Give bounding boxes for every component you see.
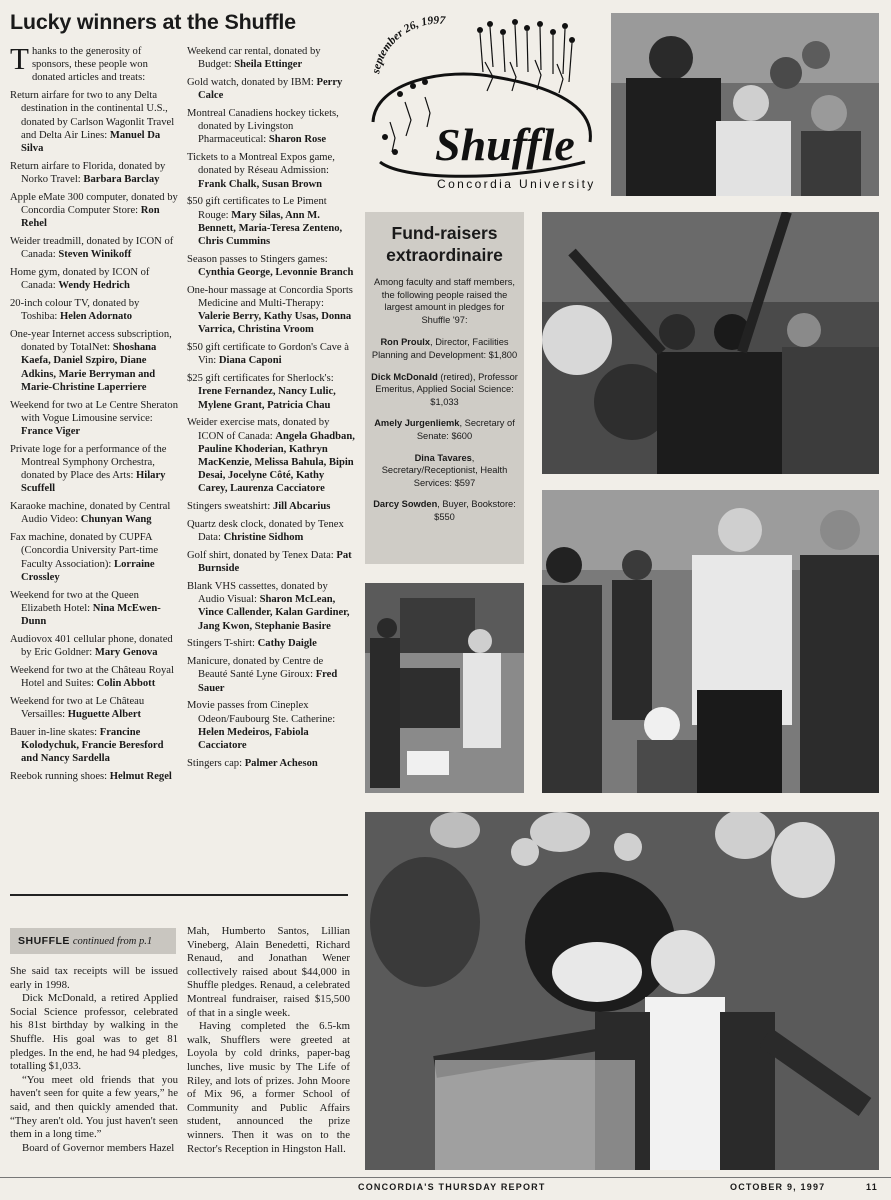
winners-column-2: [187, 45, 355, 775]
prize-winners: Sheila Ettinger: [234, 59, 303, 71]
prize-winners: Lorraine Crossley: [21, 558, 155, 583]
prize-entry: [187, 655, 355, 695]
prize-winners: Huguette Albert: [67, 709, 142, 721]
prize-winners: Palmer Acheson: [244, 757, 318, 769]
story-paragraph: Board of Governor members Hazel: [22, 1141, 175, 1154]
fundraiser-name: Amely Jurgenliemk: [374, 418, 460, 429]
fundraiser-entry: [371, 498, 518, 523]
prize-entry: [187, 518, 355, 544]
prize-entry: [10, 191, 178, 231]
sidebar-title: Fund-raisers extraordinaire: [386, 223, 503, 265]
logo-university: Concordia University: [437, 177, 596, 191]
prize-winners: Nina McEwen-Dunn: [21, 602, 161, 628]
section-divider: [10, 894, 348, 896]
winners-intro: [10, 41, 178, 85]
photo-prize-table: [365, 583, 524, 793]
prize-description: Return airfare for two to any Delta destination in the continental U.S., donated by Carlson Wagonlit Travel and Delta Air Lines:: [10, 90, 175, 141]
prize-description: Bauer in-line skates:: [10, 726, 98, 738]
fundraiser-name: Darcy Sowden: [373, 499, 438, 510]
prize-entry: [187, 253, 355, 279]
prize-winners: Mary Genova: [94, 647, 158, 659]
prize-entry: [10, 89, 178, 155]
story-paragraph: She said tax receipts will be issued early in 1998.: [10, 965, 178, 991]
story-column-1: [10, 965, 178, 1155]
winners-column-1: [10, 41, 178, 788]
prize-entry: [10, 770, 178, 783]
prize-winners: Steven Winikoff: [58, 249, 132, 261]
prize-description: Return airfare to Florida, donated by Norko Travel:: [10, 160, 166, 186]
prize-entry: [10, 531, 178, 584]
prize-winners: Colin Abbott: [96, 678, 156, 690]
prize-entry: [10, 726, 178, 766]
prize-description: One-year Internet access subscription, donated by TotalNet:: [10, 329, 172, 354]
prize-winners: Frank Chalk, Susan Brown: [198, 178, 323, 190]
prize-winners: Angela Ghadban, Pauline Khoderian, Kathryn MacKenzie, Melissa Bahula, Bipin Desai, Jocelyne Côté, Kathy Carey, Laurenza Cacciatore: [198, 430, 355, 495]
story-paragraph: Dick McDonald, a retired Applied Social Science professor, celebrated his 81st birthday by walking in the Shuffle. His goal was to get 81 pledges. In the end, he had 94 pledges, totalling $1,033.: [10, 992, 178, 1073]
prize-winners: Helmut Regel: [109, 771, 172, 783]
prize-entry: [10, 664, 178, 690]
photo-announcers: [611, 13, 879, 196]
story-paragraph: “You meet old friends that you haven't seen for quite a few years,” he said, and then quickly amended that. “They aren't old. You just haven't seen them in a long time.”: [10, 1073, 178, 1141]
page-title: Lucky winners at the Shuffle: [10, 10, 296, 34]
prize-description: Movie passes from Cineplex Odeon/Faubourg Ste. Catherine:: [187, 700, 336, 725]
prize-entry: [187, 757, 355, 770]
fundraiser-detail: , Secretary of Senate: $600: [416, 418, 515, 441]
prize-description: Weekend for two at the Château Royal Hotel and Suites:: [10, 664, 174, 690]
sidebar-list: [365, 336, 524, 523]
prize-description: $50 gift certificates to Le Piment Rouge:: [187, 196, 327, 221]
prize-winners: Cathy Daigle: [257, 638, 317, 650]
prize-description: Stingers cap:: [187, 757, 243, 769]
prize-winners: Sharon Rose: [268, 134, 327, 146]
winners-list-2: [187, 45, 355, 770]
prize-winners: France Viger: [21, 426, 81, 438]
prize-entry: [10, 297, 178, 323]
fundraiser-entry: [371, 417, 518, 442]
prize-entry: [10, 399, 178, 439]
prize-description: Golf shirt, donated by Tenex Data:: [187, 550, 334, 562]
shuffle-logo: [365, 12, 605, 197]
prize-description: Quartz desk clock, donated by Tenex Data:: [187, 519, 344, 544]
logo-wordmark: Shuffle: [435, 119, 575, 170]
prize-entry: [187, 580, 355, 633]
drop-cap: T: [10, 41, 29, 76]
continuation-box: [10, 928, 176, 954]
prize-description: Stingers sweatshirt:: [187, 501, 271, 513]
prize-description: Montreal Canadiens hockey tickets, donated by Livingston Pharmaceutical:: [187, 108, 339, 146]
prize-entry: [10, 633, 178, 659]
prize-winners: Ron Rehel: [21, 205, 160, 230]
fundraiser-name: Dina Tavares: [414, 452, 472, 463]
prize-entry: [187, 76, 355, 102]
prize-entry: [187, 284, 355, 337]
fundraiser-name: Ron Proulx: [380, 337, 431, 348]
prize-winners: Francine Kolodychuk, Francie Beresford and Nancy Sardella: [21, 726, 164, 765]
prize-description: Home gym, donated by ICON of Canada:: [10, 267, 150, 292]
prize-winners: Jill Abcarius: [272, 501, 331, 513]
prize-entry: [187, 45, 355, 71]
footer-page-number: 11: [866, 1182, 878, 1192]
prize-description: Weekend for two at the Queen Elizabeth Hotel:: [10, 589, 139, 614]
winners-list-1: [10, 89, 178, 783]
winners-intro-text: hanks to the generosity of sponsors, these people won donated articles and treats:: [31, 46, 148, 84]
prize-winners: Perry Calce: [198, 77, 343, 102]
prize-winners: Mary Silas, Ann M. Bennett, Maria-Teresa Zenteno, Chris Cummins: [198, 209, 343, 248]
prize-description: Season passes to Stingers games:: [187, 253, 328, 265]
prize-description: $25 gift certificates for Sherlock's:: [187, 373, 334, 385]
prize-winners: Irene Fernandez, Nancy Lulic, Mylene Grant, Patricia Chau: [198, 386, 336, 411]
prize-description: Fax machine, donated by CUPFA (Concordia University Part-time Faculty Association):: [10, 532, 159, 570]
footer-rule: [0, 1177, 891, 1178]
prize-entry: [10, 589, 178, 629]
prize-entry: [187, 372, 355, 412]
prize-entry: [10, 235, 178, 261]
logo-date: september 26, 1997: [370, 14, 446, 75]
continuation-from: continued from p.1: [72, 936, 153, 947]
prize-winners: Diana Caponi: [218, 355, 282, 367]
prize-description: Weider treadmill, donated by ICON of Canada:: [10, 236, 174, 261]
story-paragraph: Having completed the 6.5-km walk, Shufflers were greeted at Loyola by cold drinks, paper-bag lunches, live music by The Life of Riley, and lots of prizes. John Moore of Mix 96, a former School of Community and Public Affairs student, announced the prize winners. Then it was on to the Rector's Reception in Hingston Hall.: [187, 1020, 350, 1155]
prize-winners: Valerie Berry, Kathy Usas, Donna Varrica, Christina Vroom: [198, 311, 352, 336]
fundraiser-detail: , Director, Facilities Planning and Development: $1,800: [371, 337, 518, 360]
fundraiser-entry: [371, 371, 518, 409]
photo-walkers: [542, 490, 879, 793]
prize-entry: [187, 637, 355, 650]
sidebar-intro: Among faculty and staff members, the following people raised the largest amount in pledges for Shuffle '97:: [374, 277, 515, 325]
story-paragraph: Mah, Humberto Santos, Lillian Vineberg, Alain Benedetti, Richard Renaud, and Jonathan Wener collectively raised about $44,000 in Shuffle pledges. Renaud, a celebrated Montreal fundraiser, raised $15,500 of that in a single week.: [187, 925, 350, 1019]
prize-entry: [187, 341, 355, 367]
prize-entry: [187, 699, 355, 752]
photo-mascot-woman: [365, 812, 879, 1170]
prize-winners: Manuel Da Silva: [21, 129, 161, 155]
prize-description: Weider exercise mats, donated by ICON of Canada:: [187, 417, 330, 442]
footer-publication: CONCORDIA'S THURSDAY REPORT: [358, 1182, 546, 1192]
prize-description: Reebok running shoes:: [10, 771, 108, 783]
prize-entry: [187, 500, 355, 513]
story-column-2: [187, 925, 350, 1156]
prize-entry: [187, 107, 355, 147]
prize-winners: Cynthia George, Levonnie Branch: [198, 267, 354, 279]
prize-winners: Sharon McLean, Vince Callender, Kalan Gardiner, Jang Kwon, Stephanie Basire: [198, 594, 350, 632]
prize-winners: Hilary Scuffell: [21, 470, 166, 495]
prize-entry: [10, 443, 178, 496]
prize-winners: Shoshana Kaefa, Daniel Szpiro, Diane Adkins, Marie Berryman and Marie-Christine Laperriere: [21, 342, 157, 393]
prize-entry: [187, 416, 355, 495]
fundraiser-entry: [371, 336, 518, 361]
prize-winners: Christine Sidhom: [223, 532, 304, 544]
footer-date: OCTOBER 9, 1997: [730, 1182, 826, 1192]
continuation-kicker: SHUFFLE: [18, 935, 70, 947]
prize-description: 20-inch colour TV, donated by Toshiba:: [10, 298, 140, 323]
prize-winners: Barbara Barclay: [83, 174, 160, 186]
prize-entry: [187, 151, 355, 191]
fundraiser-detail: (retired), Professor Emeritus, Applied Social Science: $1,033: [375, 371, 518, 407]
prize-entry: [187, 549, 355, 575]
fundraiser-name: Dick McDonald: [371, 371, 438, 382]
prize-winners: Helen Adornato: [60, 311, 133, 323]
prize-description: Weekend for two at Le Centre Sheraton with Vogue Limousine service:: [10, 399, 178, 424]
prize-description: Gold watch, donated by IBM:: [187, 77, 314, 88]
prize-winners: Chunyan Wang: [80, 514, 152, 526]
prize-description: Audiovox 401 cellular phone, donated by Eric Goldner:: [10, 633, 173, 659]
fundraisers-sidebar: [365, 212, 524, 564]
fundraiser-detail: , Buyer, Bookstore: $550: [434, 499, 516, 522]
prize-description: $50 gift certificate to Gordon's Cave à Vin:: [187, 342, 349, 367]
prize-entry: [10, 695, 178, 721]
prize-description: Stingers T-shirt:: [187, 638, 255, 650]
prize-entry: [187, 195, 355, 248]
prize-description: Tickets to a Montreal Expos game, donated by Réseau Admission:: [187, 152, 335, 177]
prize-description: Manicure, donated by Centre de Beauté Santé Lyne Giroux:: [187, 656, 324, 681]
prize-description: One-hour massage at Concordia Sports Medicine and Multi-Therapy:: [187, 284, 353, 310]
prize-winners: Helen Medeiros, Fabiola Cacciatore: [198, 726, 309, 752]
prize-description: Weekend car rental, donated by Budget:: [187, 46, 321, 71]
prize-entry: [10, 500, 178, 526]
prize-description: Karaoke machine, donated by Central Audio Video:: [10, 501, 171, 526]
photo-cheering-crowd: [542, 212, 879, 474]
prize-winners: Pat Burnside: [198, 550, 352, 575]
prize-entry: [10, 328, 178, 394]
prize-entry: [10, 160, 178, 186]
fundraiser-detail: , Secretary/Receptionist, Health Services: $597: [381, 452, 508, 488]
fundraiser-entry: [371, 452, 518, 490]
svg-text:september 26, 1997: [370, 15, 447, 76]
prize-winners: Wendy Hedrich: [58, 280, 130, 292]
prize-description: Weekend for two at Le Château Versailles:: [10, 695, 145, 721]
prize-winners: Fred Sauer: [198, 669, 338, 694]
prize-description: Blank VHS cassettes, donated by Audio Visual:: [187, 581, 328, 606]
prize-description: Private loge for a performance of the Montreal Symphony Orchestra, donated by Place des Arts:: [10, 443, 167, 482]
prize-entry: [10, 266, 178, 292]
prize-description: Apple eMate 300 computer, donated by Concordia Computer Store:: [10, 191, 178, 217]
